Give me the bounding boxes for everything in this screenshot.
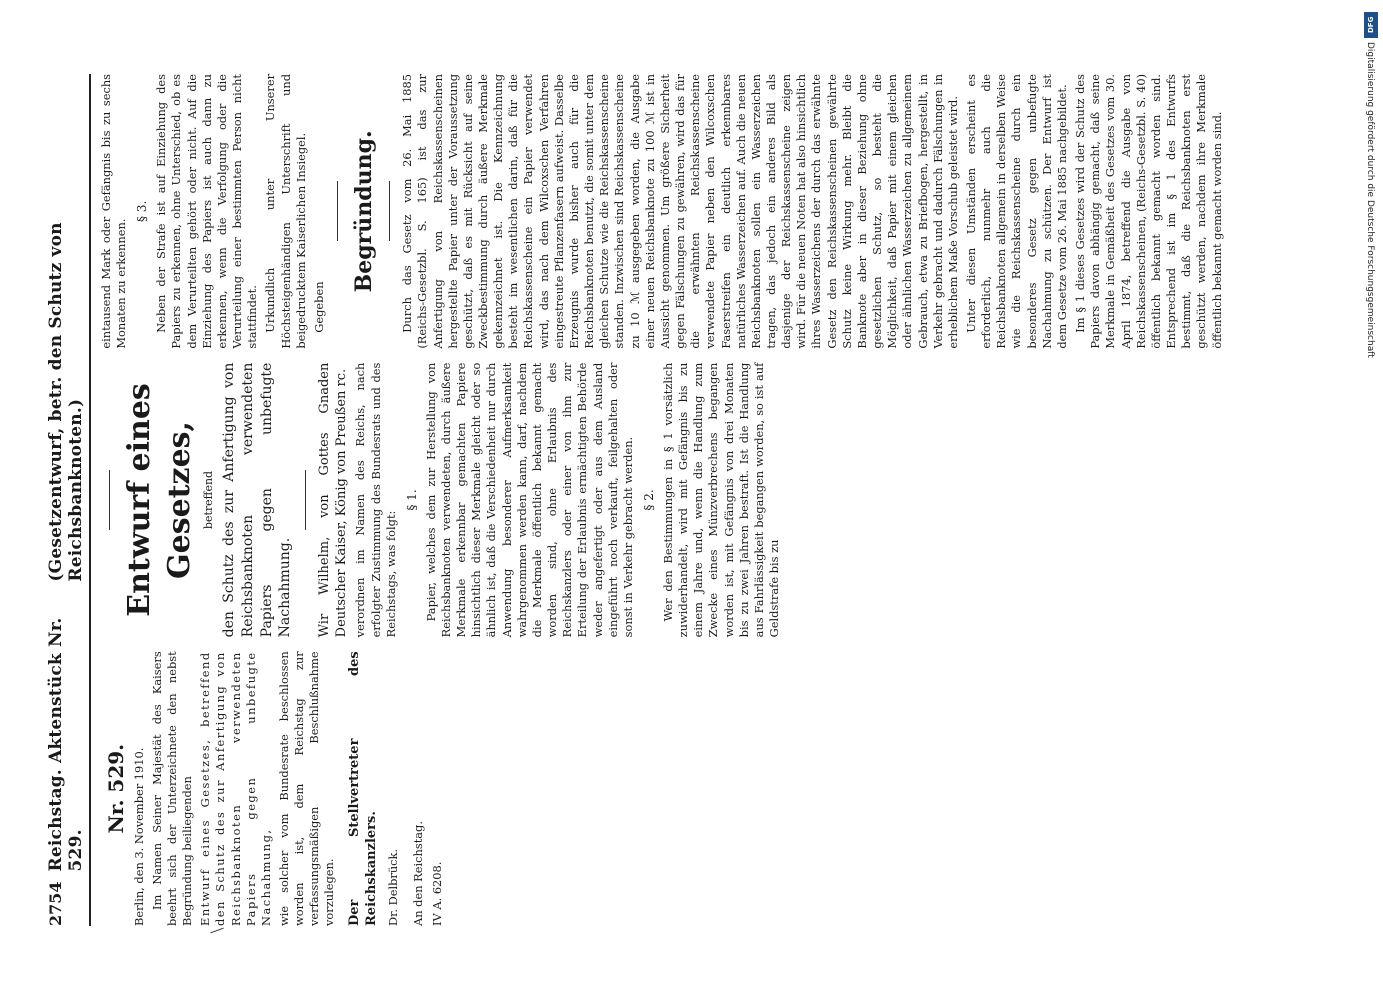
document-page — [40, 60, 1224, 940]
divider — [389, 181, 390, 241]
section-2-text: Wer den Bestimmungen in § 1 vorsätzlich zuwiderhandelt, wird mit Gefängnis bis zu einem Jahre und, wenn die Handlung zum Zwecke eines Münzverbrechens begangen worden ist, mit Gefängnis von drei Monaten bis zu zwei Jahren bestraft. Ist die Handlung aus Fahrlässigkeit begangen worden, so ist auf Geldstrafe bis zu — [660, 362, 782, 638]
column-2 — [99, 363, 1228, 638]
dfg-stamp — [1363, 6, 1379, 996]
header-left-title: Reichstag. Aktenstück Nr. 529. — [46, 617, 86, 872]
reference-number: IV A. 6208. — [429, 861, 444, 926]
intro-text: Im Namen Seiner Majestät des Kaisers beehrt sich der Unterzeichnete den nebst Begründung beiliegenden — [149, 651, 195, 926]
wir-wilhelm: Wir Wilhelm, von Gottes Gnaden Deutscher Kaiser, König von Preußen rc. — [316, 362, 350, 638]
column-1 — [99, 651, 1228, 926]
page-number: 2754 — [46, 881, 65, 926]
urkundlich: Urkundlich unter Unserer Höchsteigenhändigen Unterschrift und beigedrucktem Kaiserlichen Insiegel. — [263, 73, 308, 349]
columns — [99, 74, 1228, 926]
document-number: Nr. 529. — [104, 743, 128, 834]
column-3 — [99, 74, 1228, 349]
entwurf-reference: Entwurf eines Gesetzes, betreffend den Schutz des zur Anfertigung von Reichsbanknoten verwendeten Papiers gegen unbefugte Nachahmung, — [198, 651, 273, 926]
draft-title: Entwurf eines Gesetzes, — [122, 383, 197, 617]
draft-betreffend: betreffend — [201, 470, 215, 530]
section-2-heading: § 2. — [642, 489, 657, 511]
begruendung-para-1: Durch das Gesetz vom 26. Mai 1885 (Reichs-Gesetzbl. S. 165) ist das zur Anfertigung von Reichskassenscheinen hergestellte Papier unter der Voraussetzung geschützt, daß es mit Rücksicht auf seine Zweckbestimmung durch äußere Merkmale gekennzeichnet ist. Die Kennzeichnung besteht im wesentlichen darin, daß für die Reichskassenscheine ein Papier verwendet wird, das nach dem Wilcoxschen Verfahren eingestreute Pflanzenfasern aufweist. Dasselbe Erzeugnis wurde bisher auch für die Reichsbanknoten benutzt, die somit unter dem gleichen Schutze wie die Reichskassenscheine standen. Inzwischen sind Reichskassenscheine zu 10 ℳ ausgegeben worden, die Ausgabe einer neuen Reichsbanknote zu 100 ℳ ist in Aussicht genommen. Um größere Sicherheit gegen Fälschungen zu gewähren, wird das für die erwähnten Reichskassenscheine verwendete Papier neben den Wilcoxschen Faserstreifen ein deutlich erkennbares natürliches Wasserzeichen auf. Auch die neuen Reichsbanknoten sollen ein Wasserzeichen tragen, das jedoch ein anderes Bild als dasjenige der Reichskassenscheine zeigen wird. Für die neuen Noten hat also hinsichtlich ihres Wasserzeichens der durch das erwähnte Gesetz den Reichskassenscheinen gewährte Schutz keine Wirkung mehr. Bleibt die Banknote aber in dieser Beziehung ohne gesetzlichen Schutz, so besteht die Möglichkeit, daß Papier mit einem gleichen oder ähnlichen Wasserzeichen zu allgemeinem Gebrauch, etwa zu Briefbogen, hergestellt, in Verkehr gebracht und dadurch Fälschungen in erheblichem Maße Vorschub geleistet wird. — [400, 73, 960, 349]
section-1-heading: § 1. — [404, 489, 419, 511]
dfg-logo: DFG — [1364, 12, 1378, 38]
section-3-text: Neben der Strafe ist auf Einziehung des Papiers zu erkennen, ohne Unterschied, ob es dem Verurteilten gehört oder nicht. Auf die Einziehung des Papiers ist auch dann zu erkennen, wenn die Verfolgung oder die Verurteilung einer bestimmten Person nicht stattfindet. — [154, 73, 260, 349]
intro-text-2: wie solcher vom Bundesrate beschlossen worden ist, dem Reichstag zur verfassungsmäßigen Beschlußnahme vorzulegen. — [277, 651, 337, 926]
section-2-continued: eintausend Mark oder Gefängnis bis zu sechs Monaten zu erkennen. — [99, 73, 129, 349]
begruendung-title: Begründung. — [350, 130, 377, 293]
divider — [305, 470, 306, 530]
begruendung-para-2: Unter diesen Umständen erscheint es erforderlich, nunmehr auch die Reichsbanknoten allgemein in derselben Weise wie die Reichskassenscheine durch ein besonderes Gesetz gegen unbefugte Nachahmung zu schützen. Der Entwurf ist dem Gesetze vom 26. Mai 1885 nachgebildet. — [964, 73, 1069, 349]
gegeben: Gegeben — [311, 281, 326, 333]
signer-title: Der Stellvertreter des Reichskanzlers. — [346, 651, 379, 926]
section-1-text: Papier, welches dem zur Herstellung von Reichsbanknoten verwendeten, durch äußere Merkmale erkennbar gemachten Papiere hinsichtlich dieser Merkmale gleicht oder so ähnlich ist, daß die Verschiedenheit nur durch Anwendung besonderer Aufmerksamkeit wahrgenommen werden kann, darf, nachdem die Merkmale öffentlich bekannt gemacht worden sind, ohne Erlaubnis des Reichskanzlers oder einer von ihm zur Erteilung der Erlaubnis ermächtigten Behörde weder angefertigt oder aus dem Ausland eingeführt noch verkauft, feilgehalten oder sonst in Verkehr gebracht werden. — [423, 362, 635, 638]
divider — [337, 181, 338, 241]
header-right-title: (Gesetzentwurf, betr. den Schutz von Reichsbanknoten.) — [46, 222, 86, 582]
verordnen: verordnen im Namen des Reichs, nach erfolgter Zustimmung des Bundesrats und des Reichstags, was folgt: — [353, 362, 398, 638]
draft-subject: den Schutz des zur Anfertigung von Reichsbanknoten verwendeten Papiers gegen unbefugte Nachahmung. — [221, 362, 294, 638]
begruendung-para-3: Im § 1 dieses Gesetzes wird der Schutz des Papiers davon abhängig gemacht, daß seine Merkmale in Gemäßheit des Gesetzes vom 30. April 1874, betreffend die Ausgabe von Reichskassenscheinen, (Reichs-Gesetzbl. S. 40) öffentlich bekannt gemacht worden sind. Entsprechend ist im § 1 des Entwurfs bestimmt, daß die Reichsbanknoten erst geschützt werden, nachdem ihre Merkmale öffentlich bekannt gemacht worden sind. — [1073, 73, 1224, 349]
section-3-heading: § 3. — [135, 200, 150, 222]
header-rule — [89, 74, 91, 926]
signer-name: Dr. Delbrück. — [386, 848, 401, 926]
dfg-credit-text: Digitalisierung gefördert durch die Deutsche Forschungsgemeinschaft — [1365, 42, 1375, 358]
divider — [109, 470, 110, 530]
dateline: Berlin, den 3. November 1910. — [131, 747, 146, 926]
addressee: An den Reichstag. — [411, 821, 426, 926]
page-header — [46, 74, 89, 926]
